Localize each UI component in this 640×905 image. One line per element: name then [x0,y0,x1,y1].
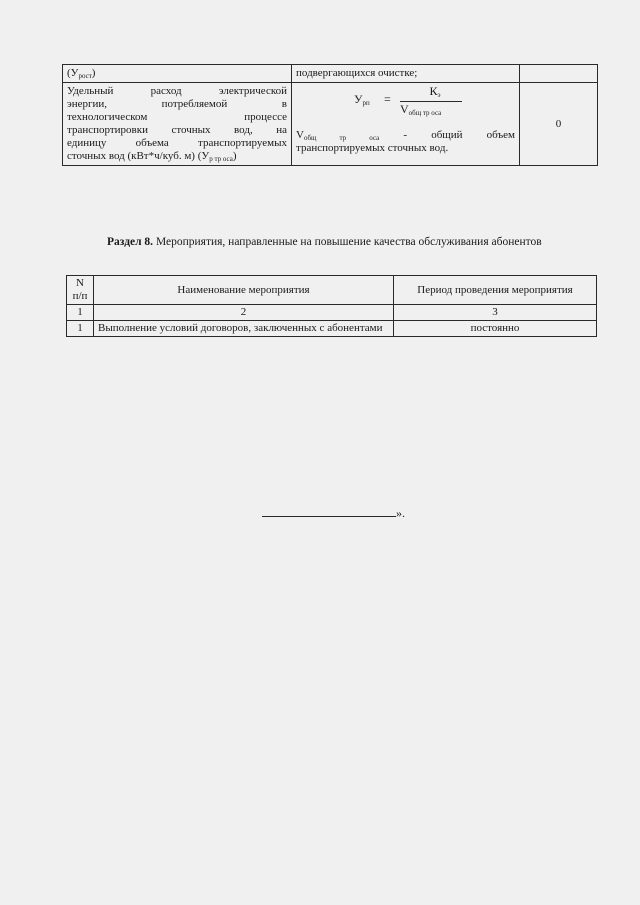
description-line: сточных вод (кВт*ч/куб. м) $(У_{р тр оса})$ [67,150,237,163]
section-title: Мероприятия, направленные на повышение качества обслуживания абонентов [155,236,542,248]
fraction-line [400,101,462,102]
table-row [63,65,598,83]
indicator-symbol: (У [67,67,79,79]
table-row [67,321,597,337]
header-period: Период проведения мероприятия [394,276,597,305]
column-number: 2 [94,305,394,321]
description-line: единицу объема транспортируемых [67,137,287,149]
measures-table [66,275,597,337]
indicator-close: ) [91,67,96,79]
row-number: 1 [67,321,94,337]
description-line: Удельный расход электрической [67,85,287,97]
formula-denominator: $V_{общ тр оса}$ [400,102,442,117]
indicators-table [62,64,598,166]
table-numbering-row [67,305,597,321]
measure-period: постоянно [394,321,597,337]
closing-quote: ». [396,506,405,520]
formula-explanation-line: $V_{общ тр оса}$ - общий объем [296,129,516,142]
section-label: Раздел 8. [107,236,154,248]
section-heading [62,235,574,250]
formula [296,85,515,129]
table-cell [520,65,598,83]
column-number: 1 [67,305,94,321]
table-row [63,83,598,166]
header-number: N п/п [67,276,94,305]
table-cell: подвергающихся очистке; [292,65,520,83]
description-line: технологическом процессе [67,111,287,123]
indicator-value: 0 [520,83,598,166]
header-name: Наименование мероприятия [94,276,394,305]
table-header-row [67,276,597,305]
formula-lhs: $У_{рп}$ [354,92,370,107]
column-number: 3 [394,305,597,321]
formula-numerator: $К_э$ [429,84,441,99]
formula-equals: = [384,92,391,106]
indicator-subscript: рост [78,72,92,80]
table-cell [63,65,292,83]
indicator-description [63,83,292,166]
formula-explanation-line: транспортируемых сточных вод. [296,142,449,154]
signature-blank [262,505,396,517]
formula-cell [292,83,520,166]
description-line: транспортировки сточных вод, на [67,124,287,136]
measure-name: Выполнение условий договоров, заключенных с абонентами [94,321,394,337]
description-line: энергии, потребляемой в [67,98,287,110]
closing-line [262,505,405,521]
